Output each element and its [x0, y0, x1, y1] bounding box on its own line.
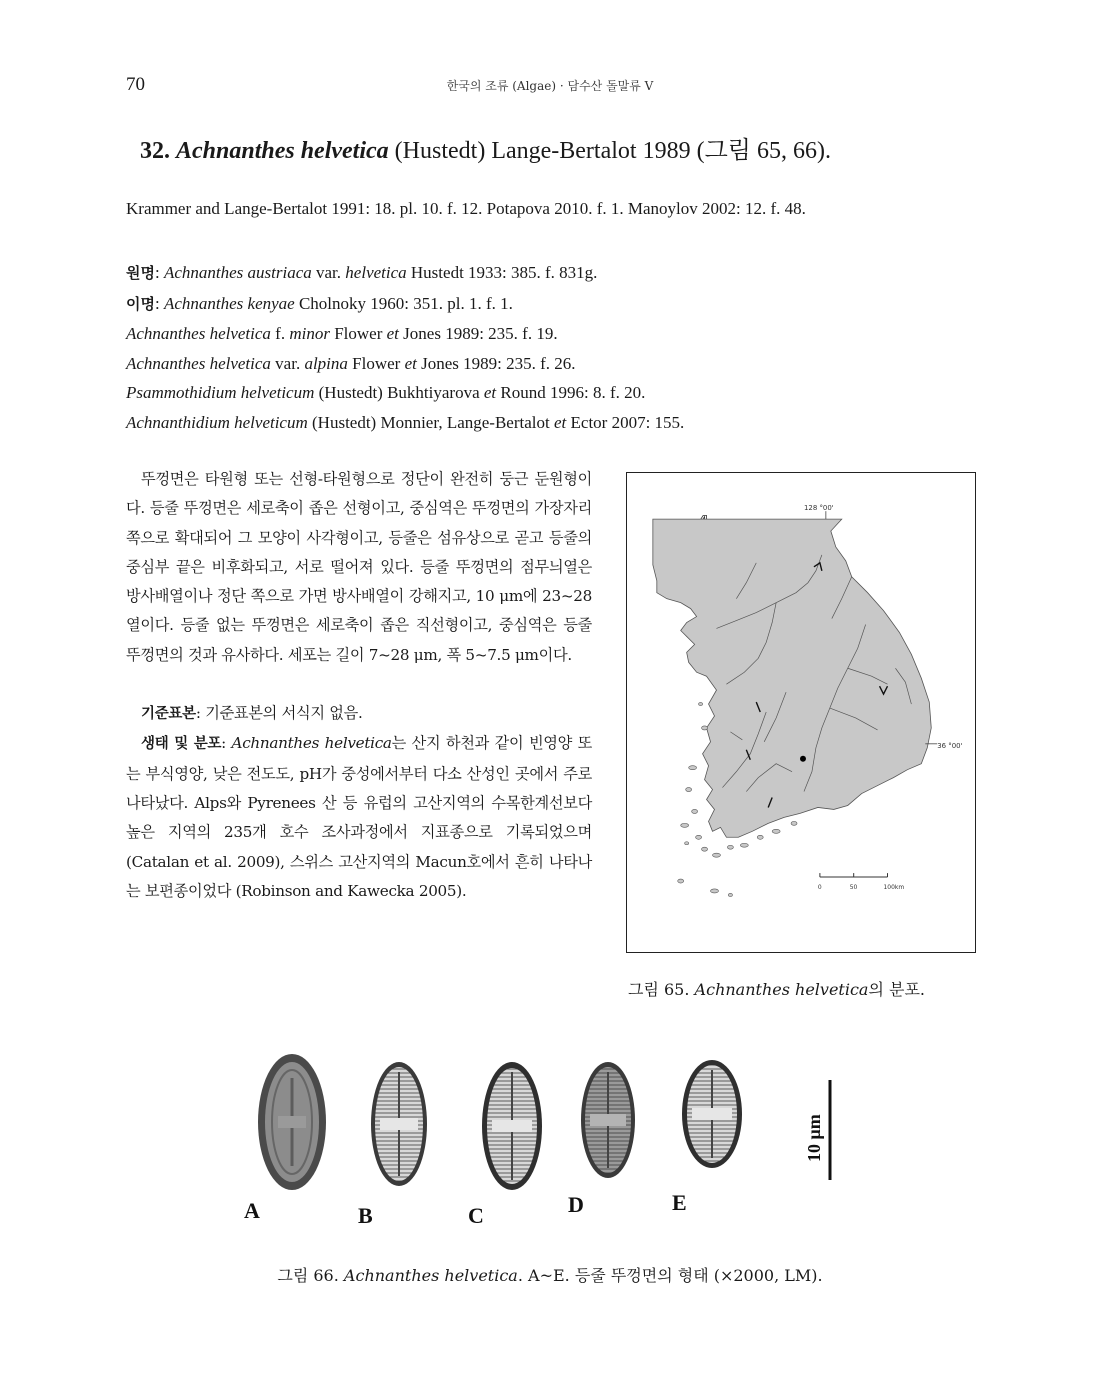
island	[757, 835, 763, 839]
synonym-line	[126, 349, 684, 379]
korea-map-svg	[627, 473, 975, 952]
valve-label: E	[672, 1190, 687, 1215]
synonym-et: et	[386, 324, 399, 343]
latitude-label: 36 °00'	[937, 741, 963, 750]
island	[713, 853, 721, 857]
micrograph-plate	[244, 1048, 844, 1230]
type-specimen-text: 기준표본의 서식지 없음.	[205, 704, 363, 723]
description-paragraph: 뚜껑면은 타원형 또는 선형-타원형으로 정단이 완전히 둥근 둔원형이다. 등줄 뚜껑면은 세로축이 좁은 선형이고, 중심역은 뚜껑면의 가장자리 쪽으로 확대되어 그 모양이 사각형이고, 등줄은 섬유상으로 곧고 등줄의 중심부 끝은 비후화되고, 서로 떨어져 있다. 등줄 뚜껑면의 점무늬열은 방사배열이나 정단 쪽으로 가면 방사배열이 강해지고, 10 μm에 23~28열이다. 등줄 없는 뚜껑면은 세로축이 좁은 직선형이고, 중심역은 등줄 뚜껑면의 것과 유사하다. 세포는 길이 7~28 μm, 폭 5~7.5 μm이다.	[126, 470, 592, 664]
type-specimen-paragraph: 기준표본: 기준표본의 서식지 없음.	[141, 704, 363, 723]
synonym-infra: alpina	[304, 353, 348, 373]
synonym-rank: var.	[275, 353, 301, 373]
synonym-author: (Hustedt) Bukhtiyarova	[318, 383, 480, 402]
map-caption-suffix: 의 분포.	[868, 980, 926, 999]
map-caption-prefix: 그림 65.	[628, 980, 690, 999]
species-name: Achnanthes helvetica	[176, 138, 389, 164]
body-text	[126, 465, 592, 906]
scale-label: 100km	[883, 883, 905, 891]
occurrence-point	[800, 756, 806, 762]
longitude-label: 128 °00'	[803, 504, 834, 513]
ecology-text: 는 산지 하천과 같이 빈영양 또는 부식영양, 낮은 전도도, pH가 중성에서부터 다소 산성인 곳에서 주로 나타났다. Alps와 Pyrenees 산 등 유럽의 고산지역의 수목한계선보다 높은 지역의 235개 호수 조사과정에서 지표종으로 기록되었으며 (Catalan et al. 2009), 스위스 고산지역의 Macun호에서 흔히 나타나는 보편종이었다 (Robinson and Kawecka 2005).	[126, 734, 592, 900]
valve-c	[482, 1062, 542, 1190]
valve-b	[371, 1062, 427, 1186]
valve-central-area	[692, 1108, 732, 1120]
island	[681, 823, 689, 827]
valve-central-area	[278, 1116, 306, 1128]
map-caption-species: Achnanthes helvetica	[694, 980, 869, 999]
island	[702, 847, 708, 851]
basionym-name: Achnanthes austriaca	[163, 263, 312, 282]
figure-caption	[0, 1263, 1100, 1286]
synonym-rest: Jones 1989: 235. f. 26.	[421, 353, 576, 373]
figure-caption-species: Achnanthes helvetica	[343, 1266, 518, 1285]
references: Krammer and Lange-Bertalot 1991: 18. pl. 10. f. 12. Potapova 2010. f. 1. Manoylov 2002: 12. f. 48.	[126, 199, 806, 218]
synonym-line	[126, 378, 684, 408]
synonym-rest: Round 1996: 8. f. 20.	[500, 383, 646, 402]
micrograph-svg	[244, 1048, 844, 1230]
synonym-name: Achnanthes helvetica	[126, 324, 271, 343]
basionym-infra: helvetica	[345, 263, 407, 282]
island	[696, 835, 702, 839]
korea-mainland	[653, 519, 931, 837]
scale-label: 50	[849, 883, 858, 891]
island	[728, 893, 732, 896]
synonym-name: Psammothidium helveticum	[126, 383, 315, 402]
page-number: 70	[126, 74, 145, 95]
synonym-et: et	[404, 353, 417, 373]
species-figure-ref: (그림 65, 66).	[696, 138, 831, 164]
synonym-rest: Jones 1989: 235. f. 19.	[403, 324, 558, 343]
island	[791, 821, 797, 825]
basionym-rank: var.	[316, 263, 342, 282]
species-authority: (Hustedt) Lange-Bertalot 1989	[394, 138, 691, 164]
island	[686, 788, 692, 792]
valve-label: B	[358, 1203, 373, 1228]
synonym-name: Achnanthidium helveticum	[126, 412, 308, 432]
valve-central-area	[380, 1118, 418, 1130]
valve-central-area	[492, 1120, 532, 1132]
valve-d	[581, 1062, 635, 1178]
synonym-infra: minor	[289, 324, 330, 343]
synonym-rest: Ector 2007: 155.	[570, 412, 685, 432]
species-number: 32.	[140, 138, 170, 164]
synonym-author: (Hustedt) Monnier, Lange-Bertalot	[312, 412, 550, 432]
island	[692, 809, 698, 813]
scale-bar	[818, 873, 904, 891]
ecology-label: 생태 및 분포	[141, 736, 222, 753]
synonym-et: et	[483, 383, 497, 402]
valve-central-area	[590, 1114, 626, 1126]
running-header: 한국의 조류 (Algae) · 담수산 돌말류 V	[446, 79, 654, 93]
synonym-author: Flower	[334, 324, 383, 343]
species-title	[140, 130, 831, 165]
scale-bar-label: 10 μm	[804, 1114, 824, 1162]
synonym-rest: Cholnoky 1960: 351. pl. 1. f. 1.	[298, 293, 513, 313]
island	[711, 889, 719, 893]
island	[685, 842, 689, 845]
valve-e	[682, 1060, 742, 1168]
island	[772, 829, 780, 833]
synonym-author: Flower	[352, 353, 401, 373]
ecology-species: Achnanthes helvetica	[231, 734, 392, 753]
island	[727, 845, 733, 849]
synonymy	[126, 258, 684, 437]
basionym-label: 원명	[126, 264, 155, 282]
synonym-rank: f.	[275, 324, 286, 343]
type-specimen-label: 기준표본	[141, 706, 196, 723]
valve-label: D	[568, 1192, 584, 1217]
basionym-line: 원명: Achnanthes austriaca var. helvetica Hustedt 1933: 385. f. 831g.	[126, 263, 598, 282]
ecology-paragraph: 생태 및 분포: Achnanthes helvetica는 산지 하천과 같이 빈영양 또는 부식영양, 낮은 전도도, pH가 중성에서부터 다소 산성인 곳에서 주로 나타났다. Alps와 Pyrenees 산 등 유럽의 고산지역의 수목한계선보다 높은 지역의 235개 호수 조사과정에서 지표종으로 기록되었으며 (Catalan et al. 2009), 스위스 고산지역의 Macun호에서 흔히 나타나는 보편종이었다 (Robinson and Kawecka 2005).	[126, 734, 592, 900]
island	[678, 879, 684, 883]
valve-a	[258, 1054, 326, 1190]
map-caption	[628, 977, 925, 1000]
valve-label: A	[244, 1198, 260, 1223]
synonym-line	[126, 319, 684, 349]
synonym-line: 이명: Achnanthes kenyae Cholnoky 1960: 351. pl. 1. f. 1.	[126, 293, 513, 313]
island	[699, 703, 703, 706]
synonym-et: et	[553, 412, 567, 432]
valve-label: C	[468, 1203, 484, 1228]
figure-caption-suffix: . A~E. 등줄 뚜껑면의 형태 (×2000, LM).	[517, 1266, 823, 1285]
distribution-map	[626, 472, 976, 953]
synonym-label: 이명	[126, 294, 155, 313]
island	[689, 766, 697, 770]
synonym-name: Achnanthes kenyae	[163, 293, 295, 313]
synonym-name: Achnanthes helvetica	[126, 353, 271, 373]
island	[702, 726, 708, 730]
figure-caption-prefix: 그림 66.	[277, 1266, 339, 1285]
synonym-line	[126, 408, 684, 438]
island	[740, 843, 748, 847]
basionym-rest: Hustedt 1933: 385. f. 831g.	[410, 263, 598, 282]
scale-label: 0	[817, 883, 822, 891]
